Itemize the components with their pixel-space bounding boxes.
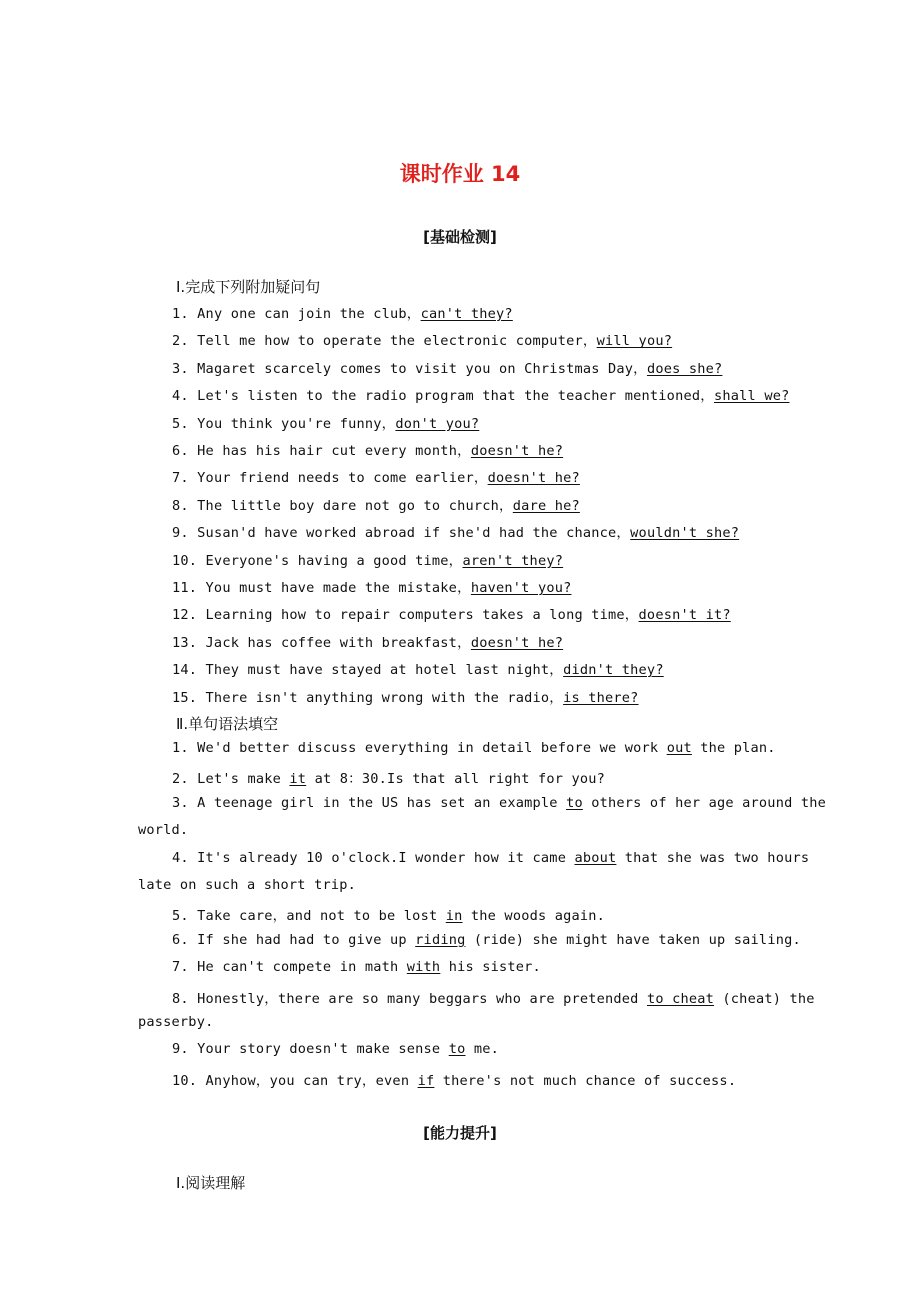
question-text-after: me.: [465, 1041, 500, 1058]
question-item: [172, 412, 479, 432]
question-item: [172, 549, 563, 569]
question-text-after: at 8：30.Is that all right for you?: [306, 771, 606, 788]
answer-text: in: [445, 908, 463, 925]
question-number: 7.: [172, 470, 189, 487]
question-item: [172, 658, 664, 678]
question-text: Learning how to repair computers takes a long time，: [205, 607, 639, 624]
question-item: [172, 740, 776, 756]
question-number: 4.: [172, 849, 189, 866]
question-text: Susan'd have worked abroad if she'd had the chance，: [197, 525, 631, 542]
section-heading-basic: [基础检测]: [423, 228, 497, 246]
question-text: Everyone's having a good time，: [205, 552, 463, 569]
question-text: Let's listen to the radio program that the teacher mentioned，: [197, 388, 715, 405]
answer-text: to cheat: [646, 990, 715, 1007]
question-item: [172, 521, 739, 541]
question-text: Jack has coffee with breakfast，: [205, 634, 471, 651]
question-text: Tell me how to operate the electronic computer，: [197, 333, 597, 350]
question-item: [172, 329, 672, 349]
question-continuation: late on such a short trip.: [138, 877, 356, 893]
question-text: Magaret scarcely comes to visit you on Christmas Day，: [197, 360, 647, 377]
question-text: Honestly，there are so many beggars who are pretended: [197, 990, 647, 1007]
answer-text: with: [406, 959, 441, 976]
question-item: [172, 357, 722, 377]
answer-text: dare he?: [512, 497, 580, 514]
question-item: [172, 439, 563, 459]
question-number: 14.: [172, 662, 198, 679]
question-number: 12.: [172, 607, 198, 624]
answer-text: about: [574, 849, 617, 866]
question-number: 2.: [172, 771, 189, 788]
question-number: 5.: [172, 908, 189, 925]
question-text: You must have made the mistake，: [205, 580, 471, 596]
question-number: 1.: [172, 740, 189, 756]
answer-text: doesn't it?: [638, 607, 731, 624]
question-item: [172, 987, 815, 1007]
question-item: [172, 1041, 499, 1057]
question-text-after: that she was two hours: [616, 849, 810, 866]
question-text: We'd better discuss everything in detail before we work: [197, 740, 667, 756]
question-text: Any one can join the club，: [197, 306, 421, 322]
question-item: [172, 767, 605, 787]
question-text-after: the woods again.: [462, 908, 606, 925]
question-item: [172, 795, 826, 811]
question-number: 4.: [172, 388, 189, 405]
question-text-after: (cheat) the: [714, 990, 815, 1007]
answer-text: if: [417, 1072, 435, 1089]
question-number: 11.: [172, 580, 198, 596]
question-number: 9.: [172, 1041, 189, 1058]
answer-text: wouldn't she?: [630, 525, 740, 542]
part-heading-reading: Ⅰ.阅读理解: [176, 1174, 246, 1192]
question-text-after: his sister.: [440, 959, 541, 976]
question-text: It's already 10 o'clock.I wonder how it came: [197, 849, 575, 866]
question-item: [172, 686, 639, 706]
question-item: [172, 904, 605, 924]
answer-text: will you?: [596, 333, 673, 350]
question-number: 7.: [172, 959, 189, 976]
question-continuation: world.: [138, 822, 189, 839]
answer-text: doesn't he?: [470, 443, 564, 459]
answer-text: aren't they?: [462, 552, 564, 569]
question-item: [172, 932, 801, 948]
question-text: If she had had to give up: [197, 931, 416, 948]
question-number: 1.: [172, 306, 189, 322]
question-text: Your story doesn't make sense: [197, 1041, 449, 1058]
question-text: He has his hair cut every month，: [197, 443, 471, 459]
page-title: 课时作业 14: [399, 162, 521, 186]
answer-text: it: [289, 771, 307, 788]
answer-text: out: [666, 740, 692, 756]
question-number: 6.: [172, 931, 189, 948]
question-text: The little boy dare not go to church，: [197, 497, 513, 514]
question-text-after: others of her age around the: [582, 794, 826, 811]
question-text: There isn't anything wrong with the radio，: [205, 689, 564, 706]
part-heading-tag-questions: Ⅰ.完成下列附加疑问句: [176, 278, 321, 296]
question-item: [172, 850, 809, 866]
question-text-after: there's not much chance of success.: [434, 1072, 737, 1089]
question-number: 3.: [172, 794, 189, 811]
answer-text: don't you?: [395, 415, 480, 432]
question-number: 13.: [172, 634, 198, 651]
question-number: 10.: [172, 552, 198, 569]
question-text: Anyhow，you can try，even: [205, 1072, 418, 1089]
question-text: They must have stayed at hotel last night，: [205, 662, 564, 679]
answer-text: riding: [415, 931, 466, 948]
part-heading-grammar-fill: Ⅱ.单句语法填空: [176, 715, 279, 733]
question-item: [172, 1069, 736, 1089]
question-continuation: passerby.: [138, 1014, 214, 1030]
question-number: 8.: [172, 497, 189, 514]
answer-text: can't they?: [420, 306, 513, 322]
question-number: 15.: [172, 689, 198, 706]
answer-text: didn't they?: [563, 662, 664, 679]
question-number: 3.: [172, 360, 189, 377]
answer-text: to: [566, 794, 583, 811]
question-item: [172, 466, 580, 486]
question-text-after: (ride) she might have taken up sailing.: [465, 931, 801, 948]
question-text: A teenage girl in the US has set an example: [197, 794, 567, 811]
answer-text: to: [448, 1041, 466, 1058]
question-number: 8.: [172, 990, 189, 1007]
question-item: [172, 384, 789, 404]
question-text: He can't compete in math: [197, 959, 407, 976]
answer-text: doesn't he?: [470, 634, 564, 651]
answer-text: does she?: [646, 360, 723, 377]
question-number: 10.: [172, 1072, 198, 1089]
answer-text: is there?: [563, 689, 639, 706]
question-text-after: the plan.: [691, 740, 776, 756]
answer-text: shall we?: [714, 388, 790, 405]
question-number: 5.: [172, 415, 189, 432]
question-item: [172, 631, 563, 651]
question-text: Take care，and not to be lost: [197, 908, 446, 925]
question-number: 9.: [172, 525, 189, 542]
answer-text: doesn't he?: [487, 470, 580, 487]
answer-text: haven't you?: [470, 580, 572, 596]
question-number: 6.: [172, 443, 189, 459]
question-item: [172, 603, 731, 623]
question-item: [172, 494, 580, 514]
section-heading-advanced: [能力提升]: [423, 1124, 497, 1142]
question-text: You think you're funny，: [197, 415, 396, 432]
question-item: [172, 959, 541, 975]
question-item: [172, 302, 513, 322]
question-text: Let's make: [197, 771, 290, 788]
question-number: 2.: [172, 333, 189, 350]
question-text: Your friend needs to come earlier，: [197, 470, 488, 487]
question-item: [172, 576, 572, 596]
